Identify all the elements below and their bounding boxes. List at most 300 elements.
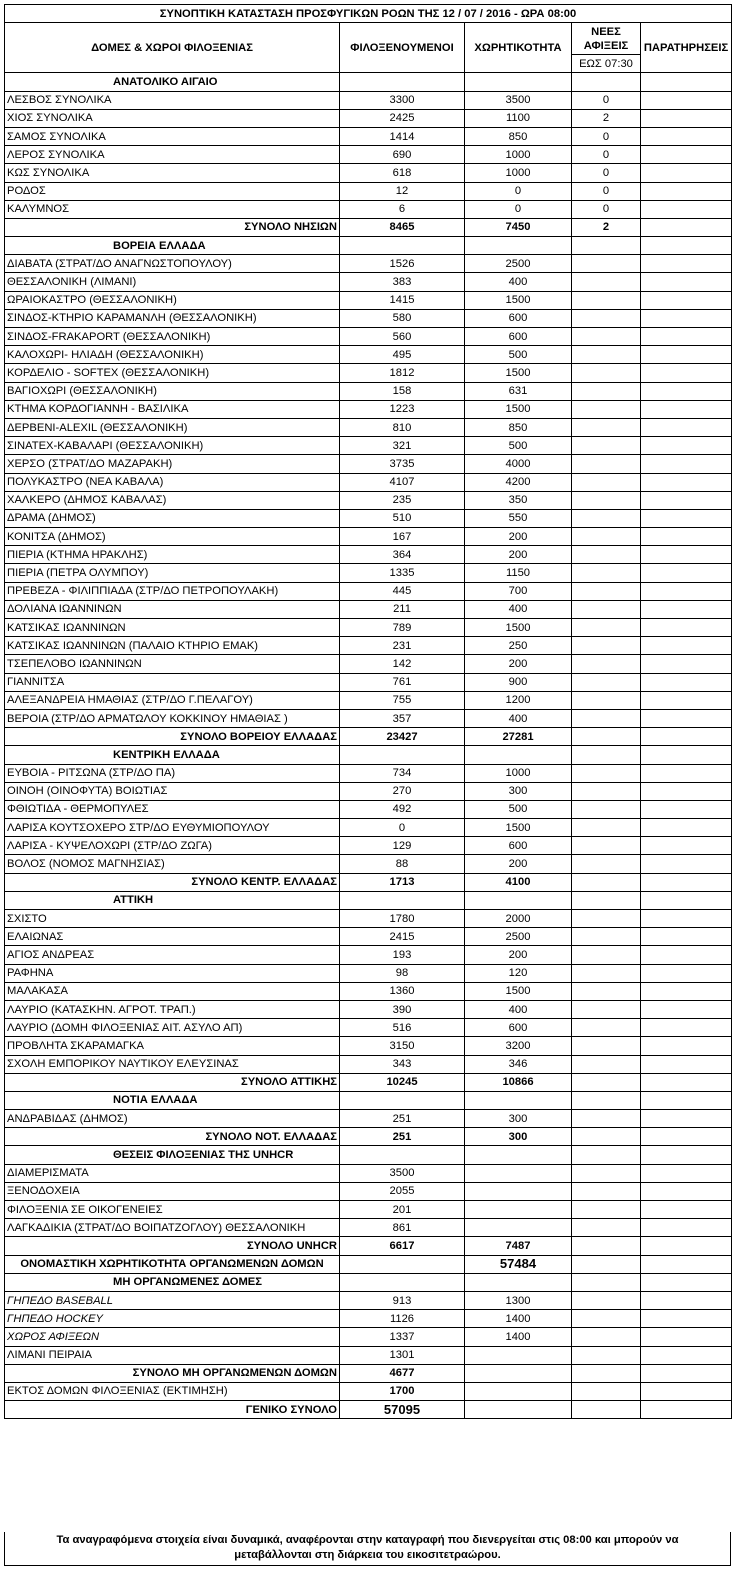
new-arrivals-value [572, 255, 641, 273]
total-row [5, 728, 732, 746]
remarks-value [641, 910, 732, 928]
data-row [5, 1328, 732, 1346]
remarks-value [641, 600, 732, 618]
data-row [5, 619, 732, 637]
remarks-value [641, 619, 732, 637]
facility-name: ΣΥΝΟΛΟ UNHCR [5, 1237, 340, 1255]
header-until-time: ΕΩΣ 07:30 [572, 55, 641, 73]
hosted-value: 1415 [340, 291, 465, 309]
remarks-value [641, 491, 732, 509]
data-row [5, 546, 732, 564]
remarks-value [641, 437, 732, 455]
data-row [5, 1219, 732, 1237]
hosted-value: 2055 [340, 1182, 465, 1200]
remarks-value [641, 637, 732, 655]
section-row [5, 73, 732, 91]
arrivals-cell [572, 73, 641, 91]
new-arrivals-value [572, 1401, 641, 1419]
remarks-value [641, 928, 732, 946]
remarks-value [641, 91, 732, 109]
hosted-value: 734 [340, 764, 465, 782]
hosted-value: 1812 [340, 364, 465, 382]
section-row [5, 1091, 732, 1109]
data-row [5, 146, 732, 164]
data-row [5, 109, 732, 127]
remarks-value [641, 291, 732, 309]
hosted-value: 1414 [340, 127, 465, 145]
new-arrivals-value [572, 1128, 641, 1146]
capacity-value: 1500 [465, 400, 572, 418]
facility-name: ΓΗΠΕΔΟ BASEBALL [5, 1291, 340, 1309]
facility-name: ΒΑΓΙΟΧΩΡΙ (ΘΕΣΣΑΛΟΝΙΚΗ) [5, 382, 340, 400]
hosted-cell [340, 1255, 465, 1273]
hosted-value: 1223 [340, 400, 465, 418]
hosted-value: 1700 [340, 1382, 465, 1400]
capacity-value: 1400 [465, 1310, 572, 1328]
new-arrivals-value [572, 309, 641, 327]
data-row [5, 982, 732, 1000]
data-row [5, 346, 732, 364]
remarks-value [641, 1328, 732, 1346]
data-row [5, 455, 732, 473]
hosted-cell [340, 237, 465, 255]
facility-name: ΚΩΣ ΣΥΝΟΛΙΚΑ [5, 164, 340, 182]
data-row [5, 837, 732, 855]
hosted-value: 12 [340, 182, 465, 200]
facility-name: ΩΡΑΙΟΚΑΣΤΡΟ (ΘΕΣΣΑΛΟΝΙΚΗ) [5, 291, 340, 309]
remarks-cell [641, 237, 732, 255]
capacity-value: 600 [465, 1019, 572, 1037]
hosted-value: 357 [340, 709, 465, 727]
capacity-value: 1000 [465, 764, 572, 782]
new-arrivals-value [572, 509, 641, 527]
facility-name: ΔΡΑΜΑ (ΔΗΜΟΣ) [5, 509, 340, 527]
facility-name: ΞΕΝΟΔΟΧΕΙΑ [5, 1182, 340, 1200]
hosted-value: 193 [340, 946, 465, 964]
hosted-value: 789 [340, 619, 465, 637]
capacity-value: 4000 [465, 455, 572, 473]
new-arrivals-value [572, 1000, 641, 1018]
new-arrivals-value [572, 637, 641, 655]
header-hosted: ΦΙΛΟΞΕΝΟΥΜΕΝΟΙ [340, 23, 465, 73]
data-row [5, 91, 732, 109]
new-arrivals-value: 2 [572, 218, 641, 236]
facility-name: ΔΙΑΒΑΤΑ (ΣΤΡΑΤ/ΔΟ ΑΝΑΓΝΩΣΤΟΠΟΥΛΟΥ) [5, 255, 340, 273]
new-arrivals-value: 0 [572, 146, 641, 164]
data-row [5, 200, 732, 218]
remarks-value [641, 400, 732, 418]
new-arrivals-value [572, 328, 641, 346]
new-arrivals-value [572, 673, 641, 691]
remarks-value [641, 564, 732, 582]
new-arrivals-value [572, 928, 641, 946]
hosted-value: 861 [340, 1219, 465, 1237]
facility-name: ΠΡΟΒΛΗΤΑ ΣΚΑΡΑΜΑΓΚΑ [5, 1037, 340, 1055]
facility-name: ΧΩΡΟΣ ΑΦΙΞΕΩΝ [5, 1328, 340, 1346]
facility-name: ΚΑΛΥΜΝΟΣ [5, 200, 340, 218]
facility-name: ΣΥΝΟΛΟ ΝΗΣΙΩΝ [5, 218, 340, 236]
facility-name: ΛΕΣΒΟΣ ΣΥΝΟΛΙΚΑ [5, 91, 340, 109]
hosted-value: 4107 [340, 473, 465, 491]
refugee-flows-table [4, 4, 732, 1419]
capacity-value: 0 [465, 200, 572, 218]
remarks-value [641, 1128, 732, 1146]
arrivals-cell [572, 1255, 641, 1273]
new-arrivals-value [572, 1237, 641, 1255]
remarks-value [641, 1055, 732, 1073]
data-row [5, 946, 732, 964]
facility-name: ΜΑΛΑΚΑΣΑ [5, 982, 340, 1000]
hosted-value: 3300 [340, 91, 465, 109]
data-row [5, 1182, 732, 1200]
facility-name: ΒΕΡΟΙΑ (ΣΤΡ/ΔΟ ΑΡΜΑΤΩΛΟΥ ΚΟΚΚΙΝΟΥ ΗΜΑΘΙΑΣ ) [5, 709, 340, 727]
remarks-value [641, 1237, 732, 1255]
remarks-value [641, 328, 732, 346]
section-label: ΑΤΤΙΚΗ [5, 891, 340, 909]
new-arrivals-value [572, 1164, 641, 1182]
hosted-value: 23427 [340, 728, 465, 746]
facility-name: ΓΙΑΝΝΙΤΣΑ [5, 673, 340, 691]
capacity-cell [465, 73, 572, 91]
new-arrivals-value [572, 837, 641, 855]
hosted-value: 810 [340, 418, 465, 436]
data-row [5, 164, 732, 182]
remarks-value [641, 182, 732, 200]
hosted-value: 3500 [340, 1164, 465, 1182]
data-row [5, 473, 732, 491]
remarks-value [641, 709, 732, 727]
new-arrivals-value [572, 982, 641, 1000]
capacity-value: 1150 [465, 564, 572, 582]
new-arrivals-value [572, 1328, 641, 1346]
section-row [5, 1146, 732, 1164]
facility-name: ΚΟΝΙΤΣΑ (ΔΗΜΟΣ) [5, 528, 340, 546]
hosted-cell [340, 73, 465, 91]
hosted-value: 492 [340, 800, 465, 818]
new-arrivals-value [572, 582, 641, 600]
header-new-arrivals [572, 23, 641, 55]
data-row [5, 1110, 732, 1128]
new-arrivals-value [572, 946, 641, 964]
remarks-cell [641, 891, 732, 909]
remarks-value [641, 1037, 732, 1055]
data-row [5, 709, 732, 727]
facility-name: ΕΚΤΟΣ ΔΟΜΩΝ ΦΙΛΟΞΕΝΙΑΣ (ΕΚΤΙΜΗΣΗ) [5, 1382, 340, 1400]
facility-name: ΣΥΝΟΛΟ ΝΟΤ. ΕΛΛΑΔΑΣ [5, 1128, 340, 1146]
data-row [5, 764, 732, 782]
capacity-value: 550 [465, 509, 572, 527]
new-arrivals-value [572, 819, 641, 837]
capacity-total-row [5, 1255, 732, 1273]
total-row [5, 1364, 732, 1382]
remarks-cell [641, 746, 732, 764]
remarks-value [641, 819, 732, 837]
facility-name: ΠΡΕΒΕΖΑ - ΦΙΛΙΠΠΙΑΔΑ (ΣΤΡ/ΔΟ ΠΕΤΡΟΠΟΥΛΑΚΗ) [5, 582, 340, 600]
section-label: ΒΟΡΕΙΑ ΕΛΛΑΔΑ [5, 237, 340, 255]
remarks-value [641, 764, 732, 782]
section-row [5, 746, 732, 764]
capacity-value: 1500 [465, 364, 572, 382]
header-structures: ΔΟΜΕΣ & ΧΩΡΟΙ ΦΙΛΟΞΕΝΙΑΣ [5, 23, 340, 73]
remarks-value [641, 1382, 732, 1400]
hosted-value: 4677 [340, 1364, 465, 1382]
capacity-cell [465, 1091, 572, 1109]
data-row [5, 1346, 732, 1364]
report-title: ΣΥΝΟΠΤΙΚΗ ΚΑΤΑΣΤΑΣΗ ΠΡΟΣΦΥΓΙΚΩΝ ΡΟΩΝ ΤΗΣ 12 / 07 / 2016 - ΩΡΑ 08:00 [5, 5, 732, 23]
hosted-value: 98 [340, 964, 465, 982]
new-arrivals-value [572, 1382, 641, 1400]
facility-name: ΚΑΤΣΙΚΑΣ ΙΩΑΝΝΙΝΩΝ [5, 619, 340, 637]
hosted-value: 2425 [340, 109, 465, 127]
hosted-cell [340, 1273, 465, 1291]
hosted-value: 251 [340, 1128, 465, 1146]
remarks-value [641, 1401, 732, 1419]
capacity-value: 400 [465, 1000, 572, 1018]
remarks-value [641, 1201, 732, 1219]
remarks-value [641, 982, 732, 1000]
facility-name: ΛΙΜΑΝΙ ΠΕΙΡΑΙΑ [5, 1346, 340, 1364]
hosted-value: 516 [340, 1019, 465, 1037]
new-arrivals-value [572, 418, 641, 436]
facility-name: ΛΑΥΡΙΟ (ΚΑΤΑΣΚΗΝ. ΑΓΡΟΤ. ΤΡΑΠ.) [5, 1000, 340, 1018]
capacity-value: 200 [465, 528, 572, 546]
capacity-value [465, 1401, 572, 1419]
hosted-value: 1126 [340, 1310, 465, 1328]
data-row [5, 1201, 732, 1219]
capacity-value: 350 [465, 491, 572, 509]
capacity-value: 2500 [465, 255, 572, 273]
header-new-arrivals-line2: ΑΦΙΞΕΙΣ [583, 39, 629, 52]
new-arrivals-value [572, 1364, 641, 1382]
remarks-value [641, 1019, 732, 1037]
new-arrivals-value [572, 473, 641, 491]
capacity-value: 1300 [465, 1291, 572, 1309]
hosted-value: 495 [340, 346, 465, 364]
hosted-value: 201 [340, 1201, 465, 1219]
facility-name: ΣΑΜΟΣ ΣΥΝΟΛΙΚΑ [5, 127, 340, 145]
data-row [5, 418, 732, 436]
new-arrivals-value [572, 1219, 641, 1237]
new-arrivals-value [572, 364, 641, 382]
capacity-value: 4200 [465, 473, 572, 491]
remarks-value [641, 1219, 732, 1237]
facility-name: ΑΓΙΟΣ ΑΝΔΡΕΑΣ [5, 946, 340, 964]
facility-name: ΡΑΦΗΝΑ [5, 964, 340, 982]
arrivals-cell [572, 891, 641, 909]
new-arrivals-value [572, 382, 641, 400]
hosted-cell [340, 1091, 465, 1109]
capacity-value: 1500 [465, 619, 572, 637]
new-arrivals-value [572, 728, 641, 746]
data-row [5, 1055, 732, 1073]
facility-name: ΑΝΔΡΑΒΙΔΑΣ (ΔΗΜΟΣ) [5, 1110, 340, 1128]
hosted-value: 761 [340, 673, 465, 691]
facility-name: ΒΟΛΟΣ (ΝΟΜΟΣ ΜΑΓΝΗΣΙΑΣ) [5, 855, 340, 873]
data-row [5, 1000, 732, 1018]
capacity-value: 631 [465, 382, 572, 400]
capacity-value: 27281 [465, 728, 572, 746]
new-arrivals-value [572, 764, 641, 782]
facility-name: ΣΙΝΔΟΣ-ΚΤΗΡΙΟ ΚΑΡΑΜΑΝΛΗ (ΘΕΣΣΑΛΟΝΙΚΗ) [5, 309, 340, 327]
new-arrivals-value [572, 1182, 641, 1200]
remarks-value [641, 873, 732, 891]
remarks-value [641, 946, 732, 964]
capacity-value: 850 [465, 127, 572, 145]
remarks-value [641, 1000, 732, 1018]
remarks-value [641, 218, 732, 236]
hosted-value: 129 [340, 837, 465, 855]
new-arrivals-value [572, 1346, 641, 1364]
remarks-value [641, 255, 732, 273]
section-label: ΝΟΤΙΑ ΕΛΛΑΔΑ [5, 1091, 340, 1109]
facility-name: ΠΟΛΥΚΑΣΤΡΟ (ΝΕΑ ΚΑΒΑΛΑ) [5, 473, 340, 491]
total-row [5, 218, 732, 236]
remarks-value [641, 455, 732, 473]
arrivals-cell [572, 237, 641, 255]
data-row [5, 400, 732, 418]
capacity-value: 1200 [465, 691, 572, 709]
data-row [5, 509, 732, 527]
remarks-value [641, 509, 732, 527]
capacity-value [465, 1182, 572, 1200]
remarks-value [641, 782, 732, 800]
capacity-total-label: ΟΝΟΜΑΣΤΙΚΗ ΧΩΡΗΤΙΚΟΤΗΤΑ ΟΡΓΑΝΩΜΕΝΩΝ ΔΟΜΩΝ [5, 1255, 340, 1273]
arrivals-cell [572, 1273, 641, 1291]
data-row [5, 437, 732, 455]
facility-name: ΓΗΠΕΔΟ HOCKEY [5, 1310, 340, 1328]
new-arrivals-value [572, 600, 641, 618]
section-row [5, 237, 732, 255]
capacity-value: 250 [465, 637, 572, 655]
data-row [5, 382, 732, 400]
capacity-value [465, 1219, 572, 1237]
data-row [5, 1037, 732, 1055]
facility-name: ΑΛΕΞΑΝΔΡΕΙΑ ΗΜΑΘΙΑΣ (ΣΤΡ/ΔΟ Γ.ΠΕΛΑΓΟΥ) [5, 691, 340, 709]
data-row [5, 291, 732, 309]
total-row [5, 1073, 732, 1091]
new-arrivals-value [572, 546, 641, 564]
new-arrivals-value [572, 1110, 641, 1128]
new-arrivals-value [572, 691, 641, 709]
capacity-value: 4100 [465, 873, 572, 891]
remarks-cell [641, 73, 732, 91]
capacity-cell [465, 746, 572, 764]
capacity-value: 2000 [465, 910, 572, 928]
hosted-value: 1337 [340, 1328, 465, 1346]
capacity-value [465, 1346, 572, 1364]
capacity-value: 500 [465, 346, 572, 364]
hosted-value: 445 [340, 582, 465, 600]
capacity-value: 300 [465, 782, 572, 800]
data-row [5, 819, 732, 837]
remarks-value [641, 837, 732, 855]
footer-line-1: Τα αναγραφόμενα στοιχεία είναι δυναμικά, αναφέρονται στην καταγραφή που διενεργείται στις 08:00 και μπορούν να [56, 1534, 679, 1546]
facility-name: ΘΕΣΣΑΛΟΝΙΚΗ (ΛΙΜΑΝΙ) [5, 273, 340, 291]
data-row [5, 1382, 732, 1400]
remarks-value [641, 673, 732, 691]
capacity-cell [465, 891, 572, 909]
remarks-value [641, 273, 732, 291]
facility-name: ΚΤΗΜΑ ΚΟΡΔΟΓΙΑΝΝΗ - ΒΑΣΙΛΙΚΑ [5, 400, 340, 418]
arrivals-cell [572, 1146, 641, 1164]
new-arrivals-value [572, 1073, 641, 1091]
facility-name: ΠΙΕΡΙΑ (ΠΕΤΡΑ ΟΛΥΜΠΟΥ) [5, 564, 340, 582]
facility-name: ΓΕΝΙΚΟ ΣΥΝΟΛΟ [5, 1401, 340, 1419]
capacity-value: 400 [465, 600, 572, 618]
remarks-value [641, 691, 732, 709]
data-row [5, 600, 732, 618]
new-arrivals-value [572, 528, 641, 546]
header-capacity: ΧΩΡΗΤΙΚΟΤΗΤΑ [465, 23, 572, 73]
hosted-value: 618 [340, 164, 465, 182]
hosted-value: 270 [340, 782, 465, 800]
hosted-value: 10245 [340, 1073, 465, 1091]
remarks-value [641, 528, 732, 546]
facility-name: ΛΕΡΟΣ ΣΥΝΟΛΙΚΑ [5, 146, 340, 164]
data-row [5, 182, 732, 200]
facility-name: ΧΙΟΣ ΣΥΝΟΛΙΚΑ [5, 109, 340, 127]
section-label: ΚΕΝΤΡΙΚΗ ΕΛΛΑΔΑ [5, 746, 340, 764]
new-arrivals-value [572, 1291, 641, 1309]
hosted-value: 580 [340, 309, 465, 327]
remarks-value [641, 1073, 732, 1091]
facility-name: ΛΑΥΡΙΟ (ΔΟΜΗ ΦΙΛΟΞΕΝΙΑΣ ΑΙΤ. ΑΣΥΛΟ ΑΠ) [5, 1019, 340, 1037]
new-arrivals-value: 0 [572, 127, 641, 145]
new-arrivals-value: 2 [572, 109, 641, 127]
total-row [5, 1401, 732, 1419]
new-arrivals-value [572, 655, 641, 673]
total-row [5, 873, 732, 891]
hosted-value: 343 [340, 1055, 465, 1073]
facility-name: ΣΥΝΟΛΟ ΚΕΝΤΡ. ΕΛΛΑΔΑΣ [5, 873, 340, 891]
data-row [5, 273, 732, 291]
hosted-value: 510 [340, 509, 465, 527]
data-row [5, 928, 732, 946]
new-arrivals-value [572, 564, 641, 582]
footer-line-2: μεταβάλλονται στη διάρκεια του εικοσιτετραώρου. [234, 1549, 501, 1561]
data-row [5, 255, 732, 273]
remarks-value [641, 1110, 732, 1128]
hosted-value: 0 [340, 819, 465, 837]
new-arrivals-value [572, 346, 641, 364]
capacity-value: 500 [465, 800, 572, 818]
data-row [5, 1019, 732, 1037]
new-arrivals-value: 0 [572, 200, 641, 218]
hosted-value: 167 [340, 528, 465, 546]
remarks-value [641, 728, 732, 746]
remarks-value [641, 1182, 732, 1200]
new-arrivals-value [572, 455, 641, 473]
capacity-value: 1500 [465, 819, 572, 837]
capacity-value: 10866 [465, 1073, 572, 1091]
arrivals-cell [572, 746, 641, 764]
data-row [5, 582, 732, 600]
capacity-value: 900 [465, 673, 572, 691]
capacity-value: 0 [465, 182, 572, 200]
new-arrivals-value [572, 873, 641, 891]
capacity-value: 1000 [465, 164, 572, 182]
remarks-value [641, 655, 732, 673]
capacity-value: 600 [465, 309, 572, 327]
section-row [5, 891, 732, 909]
capacity-value: 850 [465, 418, 572, 436]
capacity-value: 200 [465, 855, 572, 873]
facility-name: ΟΙΝΟΗ (ΟΙΝΟΦΥΤΑ) ΒΟΙΩΤΙΑΣ [5, 782, 340, 800]
new-arrivals-value [572, 400, 641, 418]
capacity-value [465, 1364, 572, 1382]
facility-name: ΦΙΛΟΞΕΝΙΑ ΣΕ ΟΙΚΟΓΕΝΕΙΕΣ [5, 1201, 340, 1219]
remarks-value [641, 1164, 732, 1182]
